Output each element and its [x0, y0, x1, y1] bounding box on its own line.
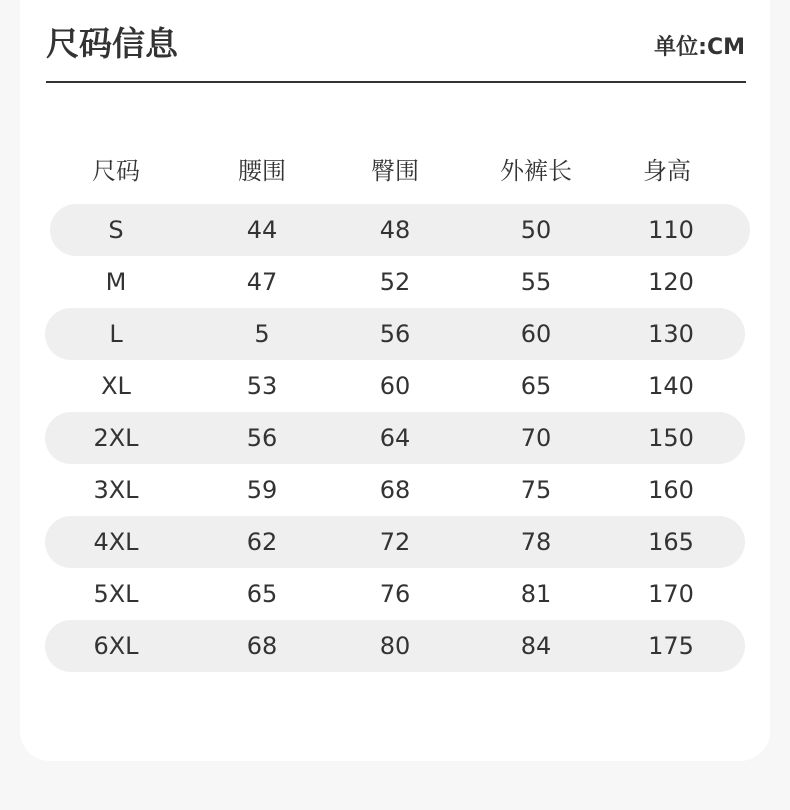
cell-height: 150: [648, 424, 694, 452]
cell-height: 140: [648, 372, 694, 400]
cell-height: 120: [648, 268, 694, 296]
column-header-hip: 臀围: [371, 157, 419, 185]
cell-pants-length: 70: [520, 424, 552, 452]
cell-hip: 60: [379, 372, 411, 400]
cell-size: 4XL: [93, 528, 139, 556]
cell-height: 165: [648, 528, 694, 556]
cell-height: 130: [648, 320, 694, 348]
cell-size: L: [109, 320, 123, 348]
cell-hip: 80: [379, 632, 411, 660]
cell-height: 175: [648, 632, 694, 660]
cell-hip: 64: [379, 424, 411, 452]
page-title: 尺码信息: [46, 24, 178, 63]
cell-pants-length: 60: [520, 320, 552, 348]
cell-waist: 68: [246, 632, 278, 660]
cell-height: 160: [648, 476, 694, 504]
cell-hip: 56: [379, 320, 411, 348]
column-header-height: 身高: [643, 157, 691, 185]
cell-waist: 5: [254, 320, 270, 348]
table-row: [45, 568, 745, 620]
cell-waist: 65: [246, 580, 278, 608]
cell-pants-length: 65: [520, 372, 552, 400]
cell-pants-length: 50: [520, 216, 552, 244]
table-row: [45, 516, 745, 568]
column-header-size: 尺码: [92, 157, 140, 185]
cell-hip: 76: [379, 580, 411, 608]
table-row: [45, 464, 745, 516]
cell-size: 6XL: [93, 632, 139, 660]
cell-waist: 44: [246, 216, 278, 244]
cell-size: XL: [101, 372, 131, 400]
cell-waist: 62: [246, 528, 278, 556]
table-row: [45, 360, 745, 412]
cell-hip: 48: [379, 216, 411, 244]
cell-size: M: [105, 268, 127, 296]
cell-waist: 47: [246, 268, 278, 296]
cell-pants-length: 81: [520, 580, 552, 608]
size-chart-header: [46, 0, 746, 83]
table-row: [45, 256, 745, 308]
table-row: [45, 620, 745, 672]
table-row: [50, 204, 750, 256]
cell-pants-length: 55: [520, 268, 552, 296]
table-row: [45, 412, 745, 464]
cell-size: 3XL: [93, 476, 139, 504]
cell-size: 5XL: [93, 580, 139, 608]
cell-size: 2XL: [93, 424, 139, 452]
cell-hip: 68: [379, 476, 411, 504]
cell-waist: 56: [246, 424, 278, 452]
cell-hip: 52: [379, 268, 411, 296]
cell-hip: 72: [379, 528, 411, 556]
unit-label: 单位:CM: [654, 35, 745, 60]
cell-waist: 59: [246, 476, 278, 504]
cell-height: 170: [648, 580, 694, 608]
cell-height: 110: [648, 216, 694, 244]
cell-pants-length: 75: [520, 476, 552, 504]
column-header-pants-length: 外裤长: [500, 157, 572, 185]
cell-waist: 53: [246, 372, 278, 400]
column-header-waist: 腰围: [238, 157, 286, 185]
cell-size: S: [108, 216, 124, 244]
table-row: [45, 308, 745, 360]
cell-pants-length: 78: [520, 528, 552, 556]
cell-pants-length: 84: [520, 632, 552, 660]
